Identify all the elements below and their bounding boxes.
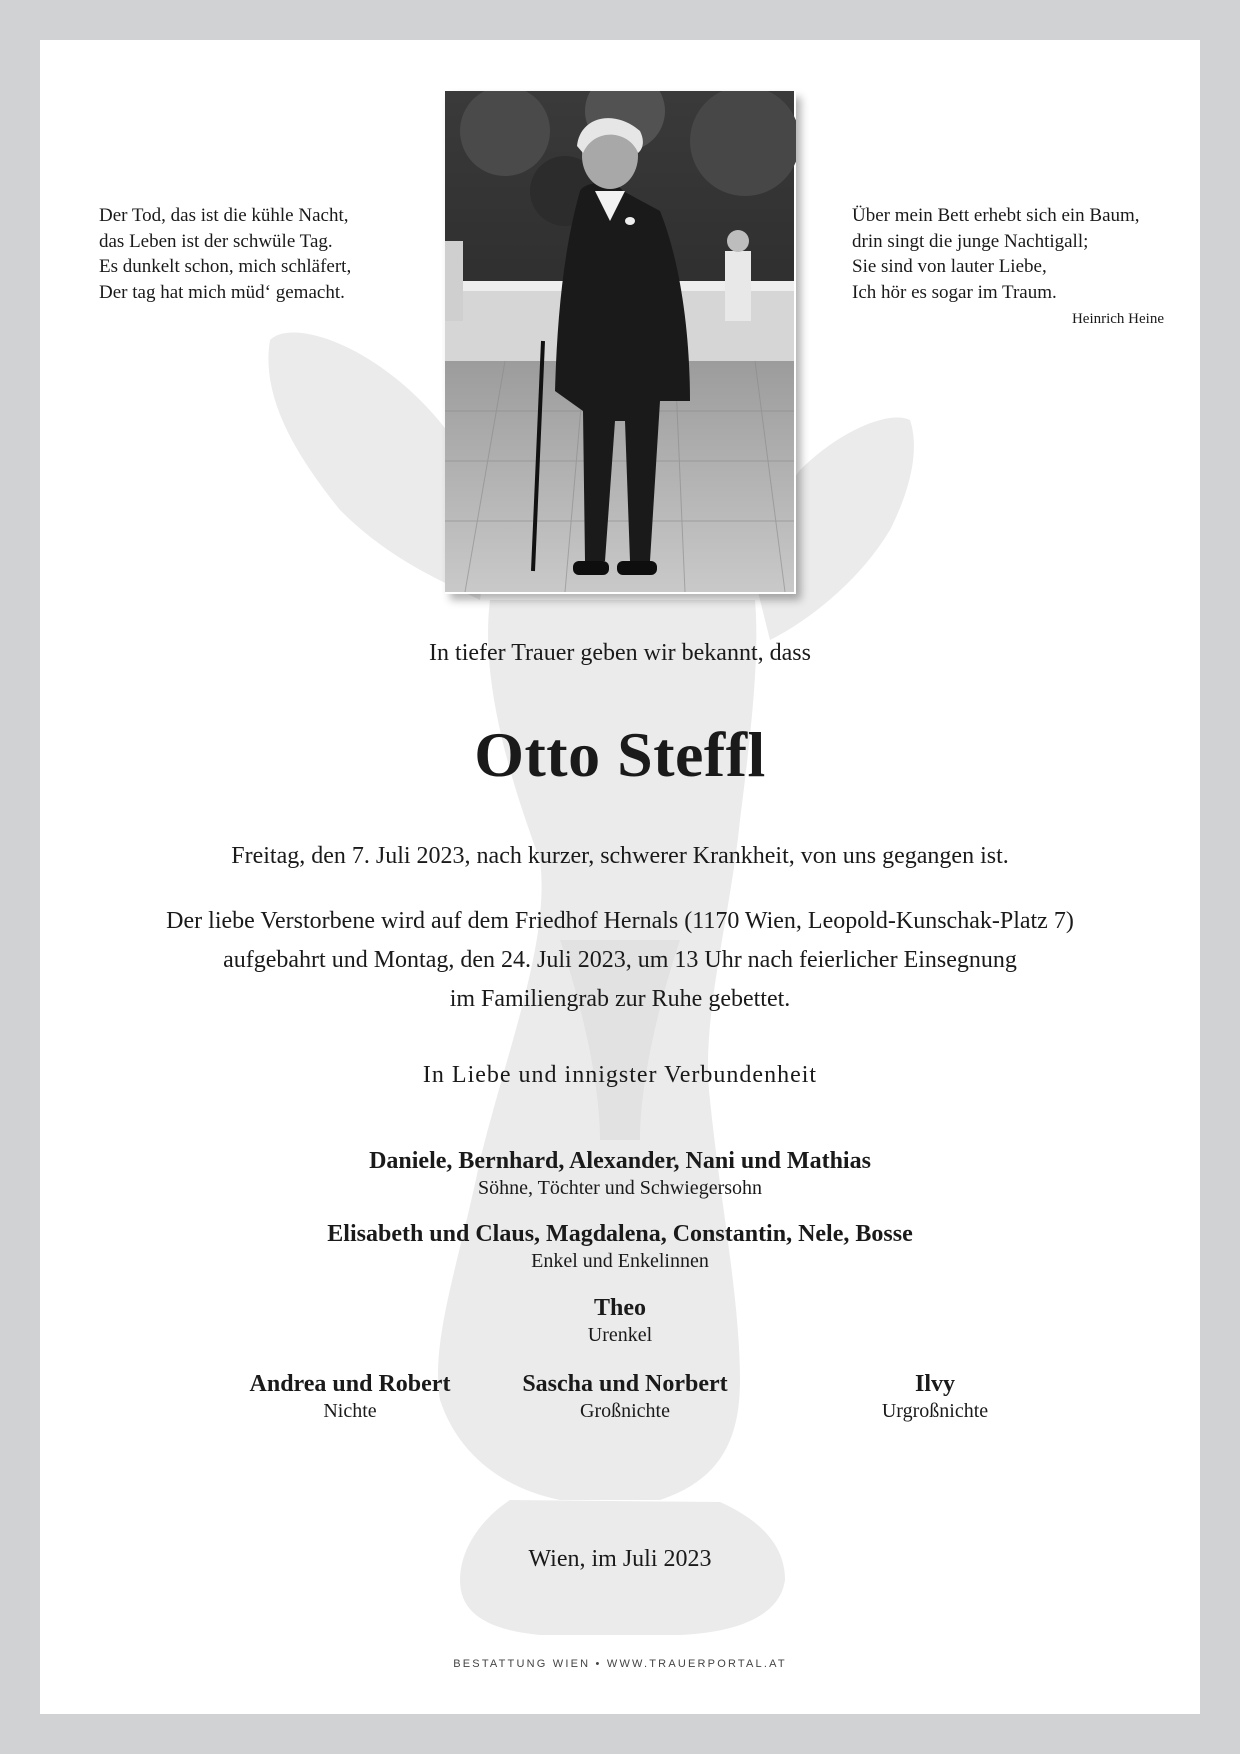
burial-line: aufgebahrt und Montag, den 24. Juli 2023, um 13 Uhr nach feierlicher Einsegnung [223, 947, 1017, 973]
mourner-names: Elisabeth und Claus, Magdalena, Constantin, Nele, Bosse [327, 1221, 913, 1247]
mourner-names: Daniele, Bernhard, Alexander, Nani und Mathias [369, 1148, 871, 1174]
burial-line: im Familiengrab zur Ruhe gebettet. [449, 986, 791, 1012]
mourner-role: Nichte [323, 1400, 377, 1422]
death-date-line: Freitag, den 7. Juli 2023, nach kurzer, schwerer Krankheit, von uns gegangen ist. [231, 843, 1009, 869]
footer-credit: BESTATTUNG WIEN • WWW.TRAUERPORTAL.AT [453, 1658, 787, 1670]
mourner-role: Urenkel [587, 1324, 653, 1346]
obituary-sheet [40, 40, 1200, 1714]
poem-right-line: Ich hör es sogar im Traum. [852, 281, 1057, 303]
mourner-group [775, 1370, 1095, 1424]
mourner-group [40, 1220, 1200, 1274]
poem-author: Heinrich Heine [1071, 311, 1164, 327]
mourner-group [190, 1370, 510, 1424]
poem-right-line: Über mein Bett erhebt sich ein Baum, [852, 205, 1140, 226]
announcement-intro: In tiefer Trauer geben wir bekannt, dass [429, 640, 811, 666]
poem-left-line: Der tag hat mich müd‘ gemacht. [99, 281, 345, 303]
poem-left-line: Der Tod, das ist die kühle Nacht, [99, 205, 349, 226]
mourner-group [40, 1147, 1200, 1201]
mourners-greeting: In Liebe und innigster Verbundenheit [422, 1062, 818, 1088]
mourner-names: Andrea und Robert [249, 1371, 451, 1397]
mourner-group [40, 1294, 1200, 1348]
mourner-group [465, 1370, 785, 1424]
poem-right [852, 203, 1164, 333]
mourner-names: Theo [593, 1295, 646, 1321]
mourner-role: Großnichte [580, 1400, 670, 1422]
poem-left-line: Es dunkelt schon, mich schläfert, [99, 256, 352, 277]
poem-left [99, 203, 351, 305]
mourner-names: Sascha und Norbert [522, 1371, 728, 1397]
poem-left-line: das Leben ist der schwüle Tag. [99, 230, 333, 252]
mourner-role: Enkel und Enkelinnen [531, 1250, 709, 1272]
burial-line: Der liebe Verstorbene wird auf dem Friedhof Hernals (1170 Wien, Leopold-Kunschak-Platz 7) [166, 908, 1074, 934]
deceased-name: Otto Steffl [474, 719, 766, 790]
mourner-role: Urgroßnichte [881, 1400, 989, 1422]
poem-right-line: Sie sind von lauter Liebe, [852, 256, 1047, 277]
portrait-photo [445, 91, 796, 594]
mourner-role: Söhne, Töchter und Schwiegersohn [477, 1177, 763, 1199]
mourner-names: Ilvy [914, 1371, 955, 1397]
place-date: Wien, im Juli 2023 [528, 1546, 712, 1572]
burial-details [40, 902, 1200, 1019]
poem-right-line: drin singt die junge Nachtigall; [852, 230, 1089, 252]
